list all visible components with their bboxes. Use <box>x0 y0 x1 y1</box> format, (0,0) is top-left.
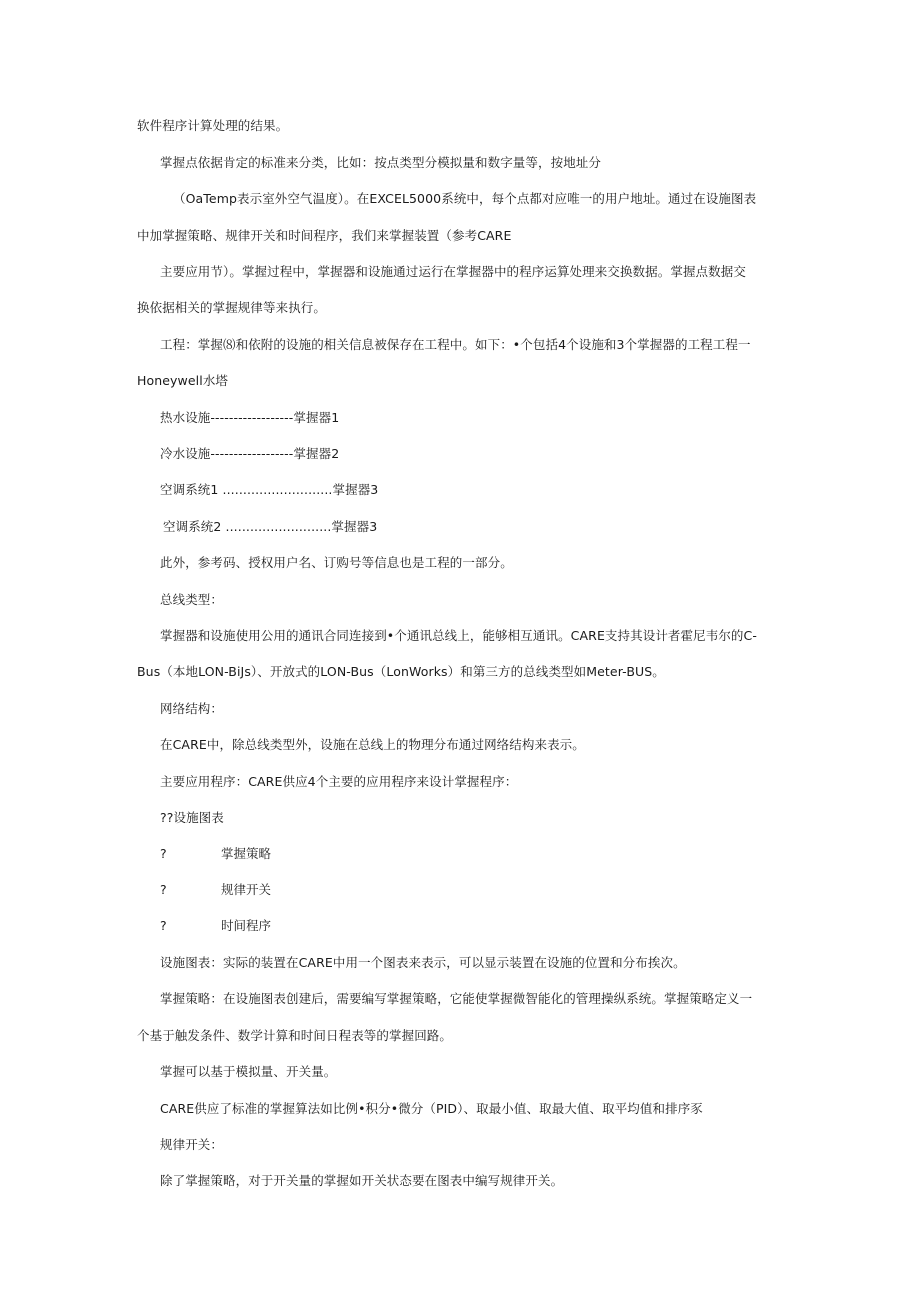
list-item <box>160 846 271 862</box>
paragraph-line: 掌握点依据肯定的标准来分类，比如：按点类型分模拟量和数字量等，按地址分 <box>160 155 602 170</box>
paragraph-line: 除了掌握策略，对于开关量的掌握如开关状态要在图表中编写规律开关。 <box>160 1173 564 1188</box>
list-item <box>160 918 271 934</box>
paragraph-line: 掌握器和设施使用公用的通讯合同连接到•个通讯总线上，能够相互通讯。CARE支持其设计者霍尼韦尔的C- <box>160 628 757 643</box>
paragraph-line: 此外，参考码、授权用户名、订购号等信息也是工程的一部分。 <box>160 555 513 570</box>
paragraph-line: （OaTemp表示室外空气温度）。在EXCEL5000系统中，每个点都对应唯一的用户地址。通过在设施图表 <box>173 191 757 206</box>
list-item: ??设施图表 <box>160 810 224 825</box>
list-item <box>160 882 271 898</box>
list-item-text: 时间程序 <box>221 918 272 933</box>
paragraph-line: 中加掌握策略、规律开关和时间程序，我们来掌握装置（参考CARE <box>137 228 512 243</box>
paragraph-line: 工程：掌握⑻和依附的设施的相关信息被保存在工程中。如下：•个包括4个设施和3个掌握器的工程工程一 <box>160 337 751 352</box>
paragraph-line: 换依据相关的掌握规律等来执行。 <box>137 300 327 315</box>
paragraph-line: 主要应用节）。掌握过程中，掌握器和设施通过运行在掌握器中的程序运算处理来交换数据。掌握点数据交 <box>160 264 746 279</box>
paragraph-line: 个基于触发条件、数学计算和时间日程表等的掌握回路。 <box>137 1028 453 1043</box>
paragraph-line: Honeywell水塔 <box>137 373 229 388</box>
bullet-mark: ? <box>160 918 167 933</box>
project-item: 空调系统2 ..........................掌握器3 <box>163 519 378 534</box>
paragraph-line: Bus（本地LON-BiJs）、开放式的LON-Bus（LonWorks）和第三方的总线类型如Meter-BUS。 <box>137 664 665 679</box>
paragraph-line: 掌握策略：在设施图表创建后，需要编写掌握策略，它能使掌握微智能化的管理操纵系统。掌握策略定义一 <box>160 991 753 1006</box>
list-item-text: 掌握策略 <box>221 846 272 861</box>
paragraph-line: 掌握可以基于模拟量、开关量。 <box>160 1064 337 1079</box>
bullet-mark: ? <box>160 846 167 861</box>
paragraph-line: 设施图表：实际的装置在CARE中用一个图表来表示，可以显示装置在设施的位置和分布挨次。 <box>160 955 686 970</box>
section-heading: 总线类型： <box>160 592 224 607</box>
section-heading: 规律开关： <box>160 1137 224 1152</box>
project-item: 冷水设施------------------掌握器2 <box>160 446 340 461</box>
paragraph-line: 在CARE中，除总线类型外，设施在总线上的物理分布通过网络结构来表示。 <box>160 737 585 752</box>
bullet-mark: ? <box>160 882 167 897</box>
project-item: 空调系统1 ...........................掌握器3 <box>160 482 379 497</box>
section-heading: 网络结构： <box>160 701 224 716</box>
paragraph-line: 软件程序计算处理的结果。 <box>137 118 289 133</box>
project-item: 热水设施------------------掌握器1 <box>160 410 340 425</box>
list-item-text: 规律开关 <box>221 882 272 897</box>
paragraph-line: CARE供应了标准的掌握算法如比例•积分•微分（PID）、取最小值、取最大值、取平均值和排序豕 <box>160 1101 703 1116</box>
paragraph-line: 主要应用程序：CARE供应4个主要的应用程序来设计掌握程序： <box>160 774 518 789</box>
